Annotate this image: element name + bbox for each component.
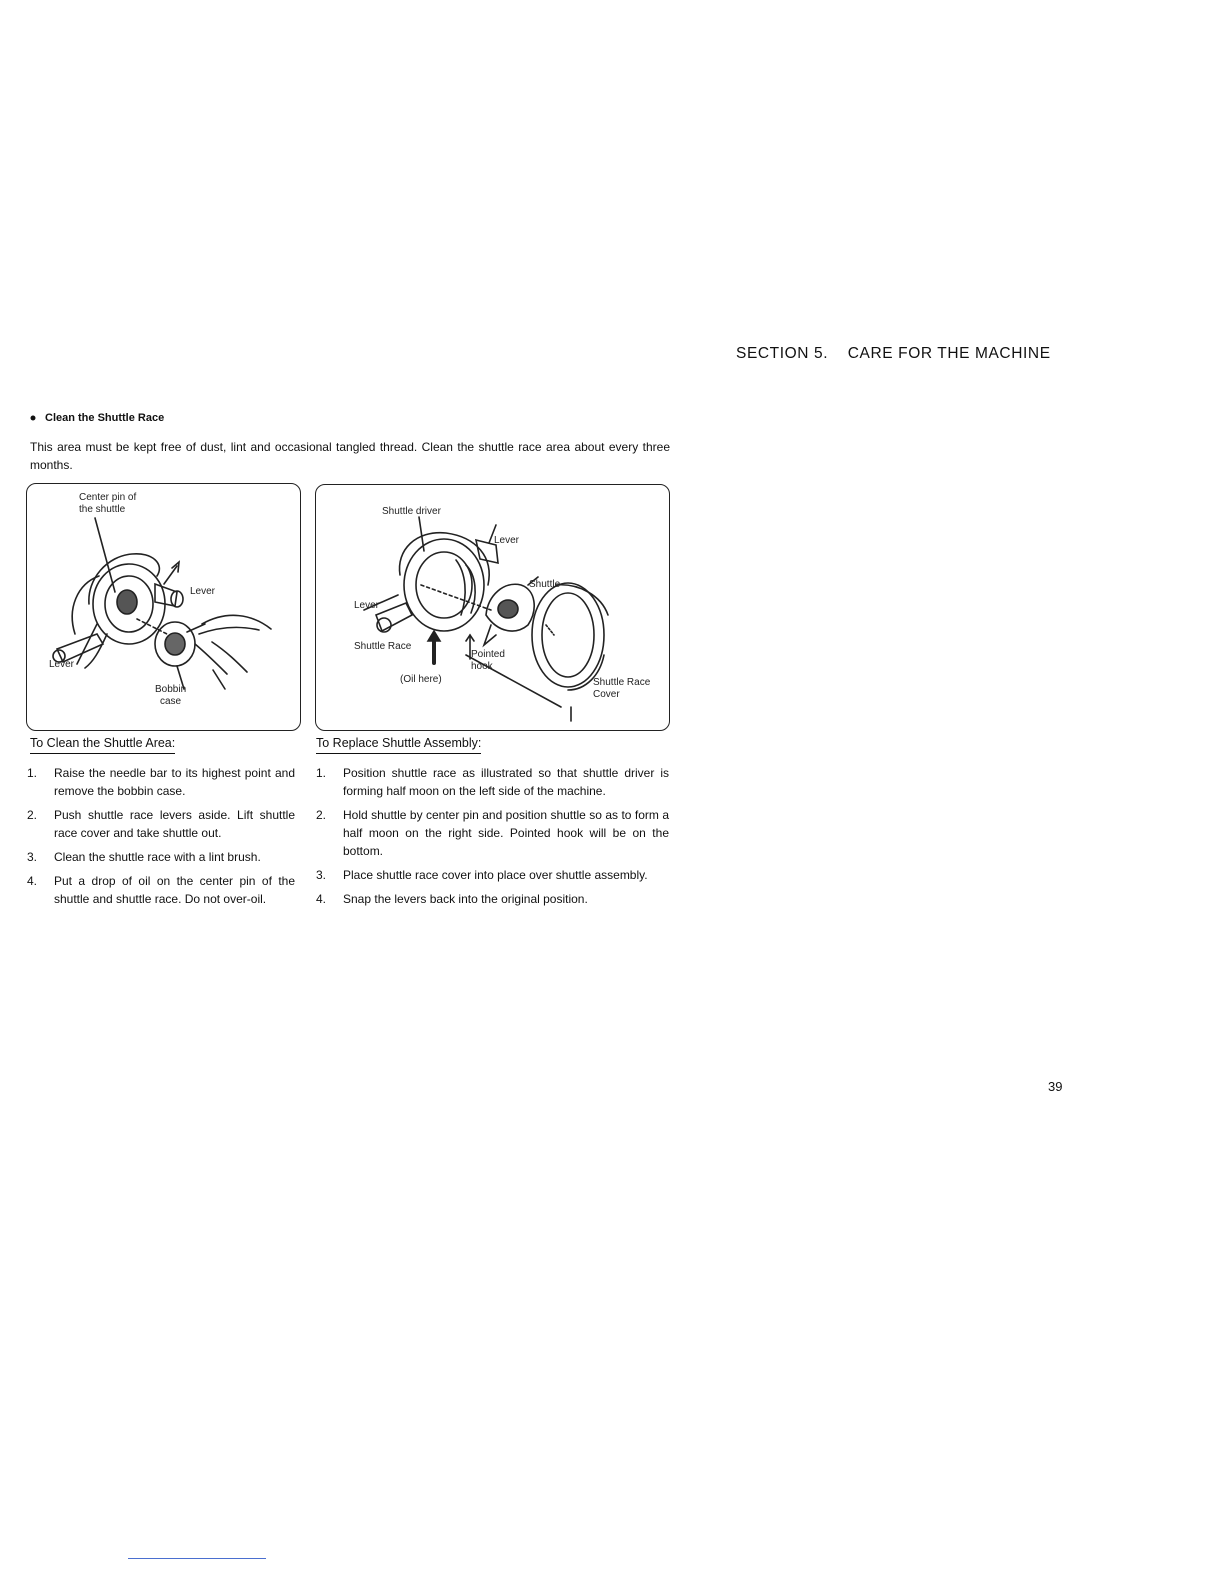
list-item xyxy=(316,764,669,800)
step-text: Clean the shuttle race with a lint brush. xyxy=(54,850,261,864)
step-number: 2. xyxy=(316,808,327,822)
section-title: SECTION 5. CARE FOR THE MACHINE xyxy=(736,345,1051,362)
step-number: 1. xyxy=(316,766,327,780)
step-number: 2. xyxy=(27,808,38,822)
step-text: Place shuttle race cover into place over shuttle assembly. xyxy=(343,868,648,882)
list-item xyxy=(316,806,669,860)
clean-steps-list xyxy=(27,764,295,908)
intro-paragraph: This area must be kept free of dust, lint and occasional tangled thread. Clean the shuttle race area about every three months. xyxy=(30,440,670,472)
step-text: Raise the needle bar to its highest point and remove the bobbin case. xyxy=(54,766,295,798)
step-number: 4. xyxy=(316,892,327,906)
replace-instructions xyxy=(316,734,669,914)
label-pointed-hook: Pointed hook xyxy=(471,649,505,672)
step-number: 3. xyxy=(27,850,38,864)
replace-steps-list xyxy=(316,764,669,908)
clean-title: To Clean the Shuttle Area: xyxy=(30,734,175,754)
label-lever-right: Lever xyxy=(190,586,216,597)
list-item xyxy=(316,890,669,908)
replace-title: To Replace Shuttle Assembly: xyxy=(316,734,481,754)
step-text: Position shuttle race as illustrated so that shuttle driver is forming half moon on the left side of the machine. xyxy=(343,766,669,798)
step-text: Put a drop of oil on the center pin of the shuttle and shuttle race. Do not over-oil. xyxy=(54,874,295,906)
step-number: 1. xyxy=(27,766,38,780)
step-text: Hold shuttle by center pin and position shuttle so as to form a half moon on the right side. Pointed hook will be on the bottom. xyxy=(343,808,669,858)
step-text: Push shuttle race levers aside. Lift shuttle race cover and take shuttle out. xyxy=(54,808,295,840)
label-shuttle-driver: Shuttle driver xyxy=(382,506,441,517)
label-center-pin: Center pin of the shuttle xyxy=(79,492,137,515)
label-shuttle-race-cover: Shuttle Race Cover xyxy=(593,677,651,700)
label-lever-left: Lever xyxy=(354,600,380,611)
label-shuttle: Shuttle xyxy=(529,579,561,590)
label-lever-left: Lever xyxy=(49,659,75,670)
list-item xyxy=(316,866,669,884)
list-item xyxy=(27,764,295,800)
clean-instructions xyxy=(27,734,295,914)
section-heading xyxy=(30,412,164,424)
list-item xyxy=(27,848,295,866)
list-item xyxy=(27,872,295,908)
label-bobbin-case: Bobbin case xyxy=(155,684,187,707)
step-number: 4. xyxy=(27,874,38,888)
heading-text: Clean the Shuttle Race xyxy=(45,412,165,424)
bullet-icon xyxy=(30,412,38,424)
bottom-divider xyxy=(128,1558,266,1559)
label-shuttle-race: Shuttle Race xyxy=(354,641,412,652)
figure-clean-shuttle xyxy=(26,483,301,731)
figure-replace-shuttle xyxy=(315,484,670,731)
step-text: Snap the levers back into the original position. xyxy=(343,892,588,906)
list-item xyxy=(27,806,295,842)
page-number: 39 xyxy=(1048,1079,1063,1094)
label-lever-top: Lever xyxy=(494,535,520,546)
label-oil-here: (Oil here) xyxy=(400,674,442,685)
step-number: 3. xyxy=(316,868,327,882)
